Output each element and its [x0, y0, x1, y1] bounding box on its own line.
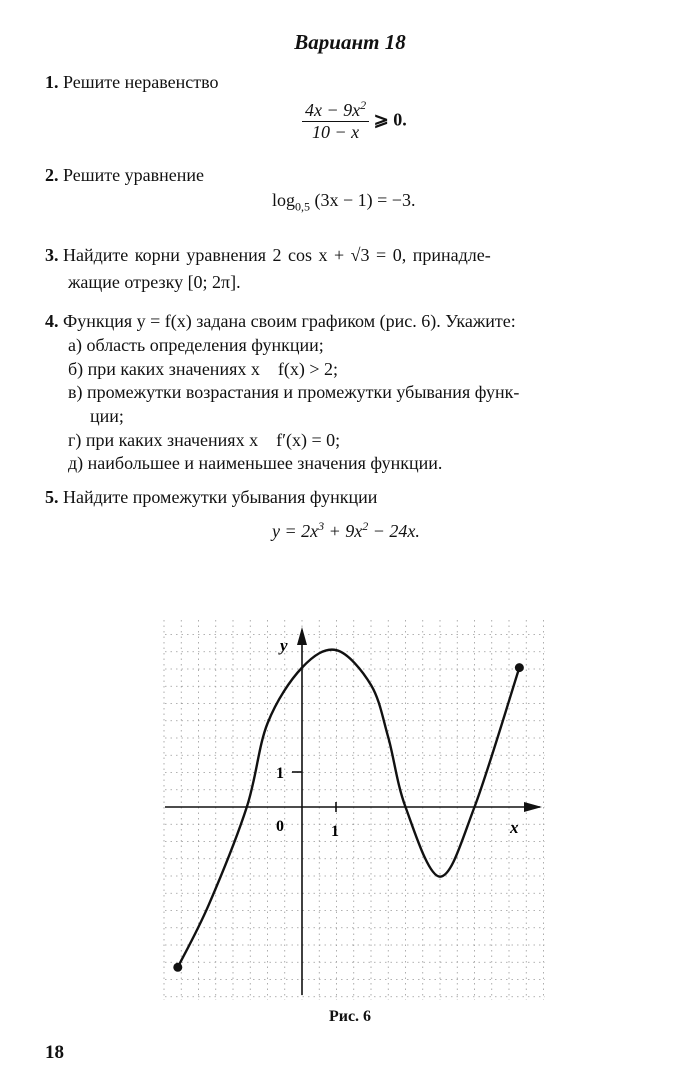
exponent: 3: [318, 519, 325, 533]
task-4: [45, 311, 516, 332]
task-number: 4.: [45, 311, 59, 331]
exponent: 2: [362, 519, 369, 533]
task-number: 1.: [45, 72, 59, 92]
sub-item-b: б) при каких значениях x f(x) > 2;: [68, 358, 338, 379]
function-graph: [160, 615, 550, 1005]
task-text: Решите неравенство: [63, 72, 219, 92]
task-number: 5.: [45, 487, 59, 507]
task-1: [45, 72, 218, 93]
function-curve: [178, 650, 520, 968]
formula-rest: (3x − 1) = −3.: [314, 190, 416, 210]
x-axis-label: x: [510, 818, 519, 837]
curve-end-point: [515, 663, 524, 672]
sub-item-d: д) наибольшее и наименьшее значения функции.: [68, 453, 443, 474]
sub-item-v: в) промежутки возрастания и промежутки убывания функ-: [68, 382, 520, 403]
task-2: [45, 165, 204, 186]
task-5-formula: [272, 521, 420, 542]
y-axis-arrow-icon: [297, 627, 307, 645]
task-number: 2.: [45, 165, 59, 185]
log-base: 0,5: [295, 199, 311, 214]
fraction-numerator: 4x − 9x: [305, 100, 361, 120]
task-text-line1: Найдите корни уравнения 2 cos x + √3 = 0, принадле-: [63, 245, 491, 265]
sub-item-v-cont: ции;: [90, 406, 124, 427]
grid: [164, 620, 545, 1000]
task-3: [45, 245, 491, 266]
origin-label: 0: [276, 818, 284, 835]
formula-part: y = 2x: [272, 521, 319, 541]
sub-item-g: г) при каких значениях x f′(x) = 0;: [68, 429, 341, 450]
exponent: 2: [360, 98, 367, 112]
y-tick-label: 1: [276, 765, 284, 782]
log: log: [272, 190, 296, 210]
task-5: [45, 487, 377, 508]
task-text: Функция y = f(x) задана своим графиком (рис. 6). Укажите:: [63, 311, 516, 331]
x-tick-label: 1: [331, 823, 339, 840]
page-title: Вариант 18: [294, 30, 406, 54]
y-axis-label: y: [280, 636, 288, 655]
sub-item-a: а) область определения функции;: [68, 335, 324, 355]
task-text: Решите уравнение: [63, 165, 204, 185]
page-number: 18: [45, 1042, 64, 1063]
task-number: 3.: [45, 245, 59, 265]
relation: ⩾ 0.: [373, 109, 407, 130]
curve-start-point: [173, 963, 182, 972]
figure-caption: Рис. 6: [328, 1008, 372, 1025]
task-2-formula: [272, 190, 416, 214]
task-4-items: [68, 334, 519, 476]
formula-part: + 9x: [324, 521, 363, 541]
formula-part: − 24x.: [368, 521, 420, 541]
x-axis-arrow-icon: [524, 802, 542, 812]
task-1-formula: [302, 100, 407, 143]
task-3-line2: жащие отрезку [0; 2π].: [68, 272, 241, 292]
fraction-denominator: 10 − x: [311, 122, 360, 142]
task-text: Найдите промежутки убывания функции: [63, 487, 378, 507]
